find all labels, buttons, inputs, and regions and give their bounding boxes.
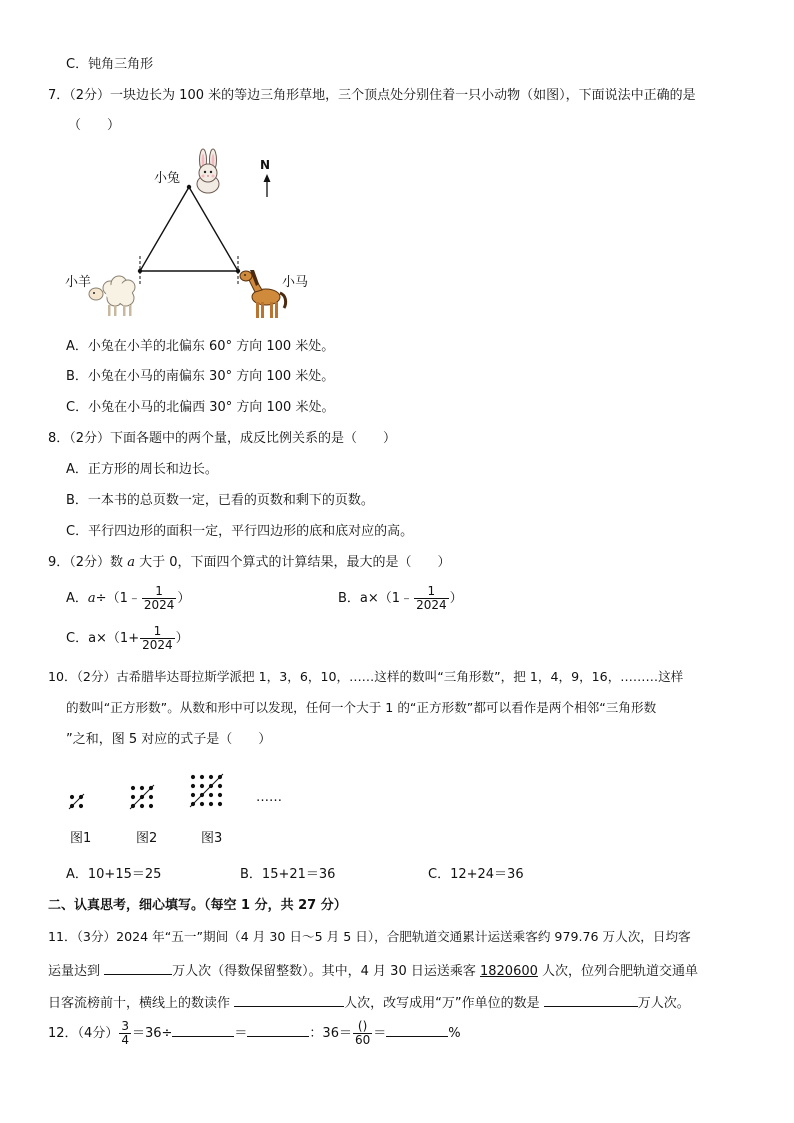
- dot: [79, 804, 83, 808]
- q10-line1: 10．（2分）古希腊毕达哥拉斯学派把 1，3，6，10，……这样的数叫“三角形数”，把 1，4，9，16，………这样: [48, 669, 684, 684]
- q11-line2: 运量达到 万人次（得数保留整数）。其中，4 月 30 日运送乘客 1820600 人次，位列合肥轨道交通单: [48, 961, 698, 981]
- q8-stem: 8．（2分）下面各题中的两个量，成反比例关系的是（ ）: [48, 431, 397, 446]
- q9-option-c: C．a×（1+ $\frac{1}{2024}$ ）: [66, 624, 189, 652]
- q7-answer-paren: （ ）: [68, 118, 121, 133]
- north-label: N: [260, 158, 271, 172]
- dot: [191, 775, 195, 779]
- answer-blank[interactable]: [247, 1023, 309, 1037]
- dot: [218, 793, 222, 797]
- fig-label-3: 图3: [201, 831, 223, 846]
- label-horse: 小马: [282, 275, 309, 290]
- diagonal-divider: [190, 774, 223, 807]
- figure-ellipsis: ……: [256, 790, 282, 805]
- dot: [200, 784, 204, 788]
- q12-line: 12．（4分） $\frac{3}{4}$ ＝36÷ ＝ ：36＝ $\frac{()}{60}$ ＝ %: [48, 1019, 461, 1047]
- q9-option-b: B．a×（1﹣ $\frac{1}{2024}$ ）: [338, 584, 463, 612]
- fig-label-2: 图2: [136, 831, 158, 846]
- q10-option-a: A．10+15＝25: [66, 867, 162, 882]
- dot: [140, 804, 144, 808]
- q10-line2: 的数叫“正方形数”。从数和形中可以发现，任何一个大于 1 的“正方形数”都可以看作是两个相邻“三角形数: [66, 700, 657, 715]
- dot: [200, 775, 204, 779]
- dot-figure-1: [69, 794, 84, 809]
- q8-option-c: C．平行四边形的面积一定，平行四边形的底和底对应的高。: [66, 524, 414, 539]
- dot: [149, 804, 153, 808]
- answer-blank[interactable]: [104, 961, 172, 975]
- answer-blank[interactable]: [544, 993, 638, 1007]
- dot-figure-2: [130, 785, 154, 809]
- answer-blank[interactable]: [172, 1023, 234, 1037]
- answer-blank[interactable]: [386, 1023, 448, 1037]
- label-sheep: 小羊: [65, 275, 92, 290]
- q10-option-c: C．12+24＝36: [428, 867, 524, 882]
- q9-stem: 9．（2分）数 a 大于 0，下面四个算式的计算结果，最大的是（ ）: [48, 555, 451, 570]
- dot: [218, 802, 222, 806]
- dot: [209, 802, 213, 806]
- q11-line3: 日客流榜前十，横线上的数读作 人次，改写成用“万”作单位的数是 万人次。: [48, 993, 690, 1013]
- q7-option-c: C．小兔在小马的北偏西 30° 方向 100 米处。: [66, 400, 335, 415]
- dot: [191, 784, 195, 788]
- q6-option-c: C．钝角三角形: [66, 57, 154, 72]
- dot: [209, 793, 213, 797]
- q8-option-a: A．正方形的周长和边长。: [66, 462, 218, 477]
- dot: [140, 786, 144, 790]
- answer-blank[interactable]: [234, 993, 344, 1007]
- label-rabbit: 小兔: [154, 171, 181, 186]
- dot-figure-3: [190, 774, 223, 807]
- dot: [131, 795, 135, 799]
- q7-option-b: B．小兔在小马的南偏东 30° 方向 100 米处。: [66, 369, 335, 384]
- dot: [191, 793, 195, 797]
- dot: [218, 784, 222, 788]
- dot: [131, 786, 135, 790]
- q9-option-a: A．a÷（1﹣ $\frac{1}{2024}$ ）: [66, 584, 191, 612]
- q8-option-b: B．一本书的总页数一定，已看的页数和剩下的页数。: [66, 493, 374, 508]
- fig-label-1: 图1: [70, 831, 92, 846]
- section-heading: 二、认真思考，细心填写。（每空 1 分，共 27 分）: [48, 898, 347, 913]
- q10-option-b: B．15+21＝36: [240, 867, 336, 882]
- dot: [200, 802, 204, 806]
- q7-stem: 7．（2分）一块边长为 100 米的等边三角形草地，三个顶点处分别住着一只小动物（如图），下面说法中正确的是: [48, 88, 696, 103]
- dot: [70, 795, 74, 799]
- q7-option-a: A．小兔在小羊的北偏东 60° 方向 100 米处。: [66, 339, 335, 354]
- q11-line1: 11．（3分）2024 年“五一”期间（4 月 30 日～5 月 5 日），合肥轨道交通累计运送乘客约 979.76 万人次，日均客: [48, 929, 691, 944]
- q10-line3: ”之和，图 5 对应的式子是（ ）: [66, 732, 272, 747]
- dot: [209, 775, 213, 779]
- dot: [149, 795, 153, 799]
